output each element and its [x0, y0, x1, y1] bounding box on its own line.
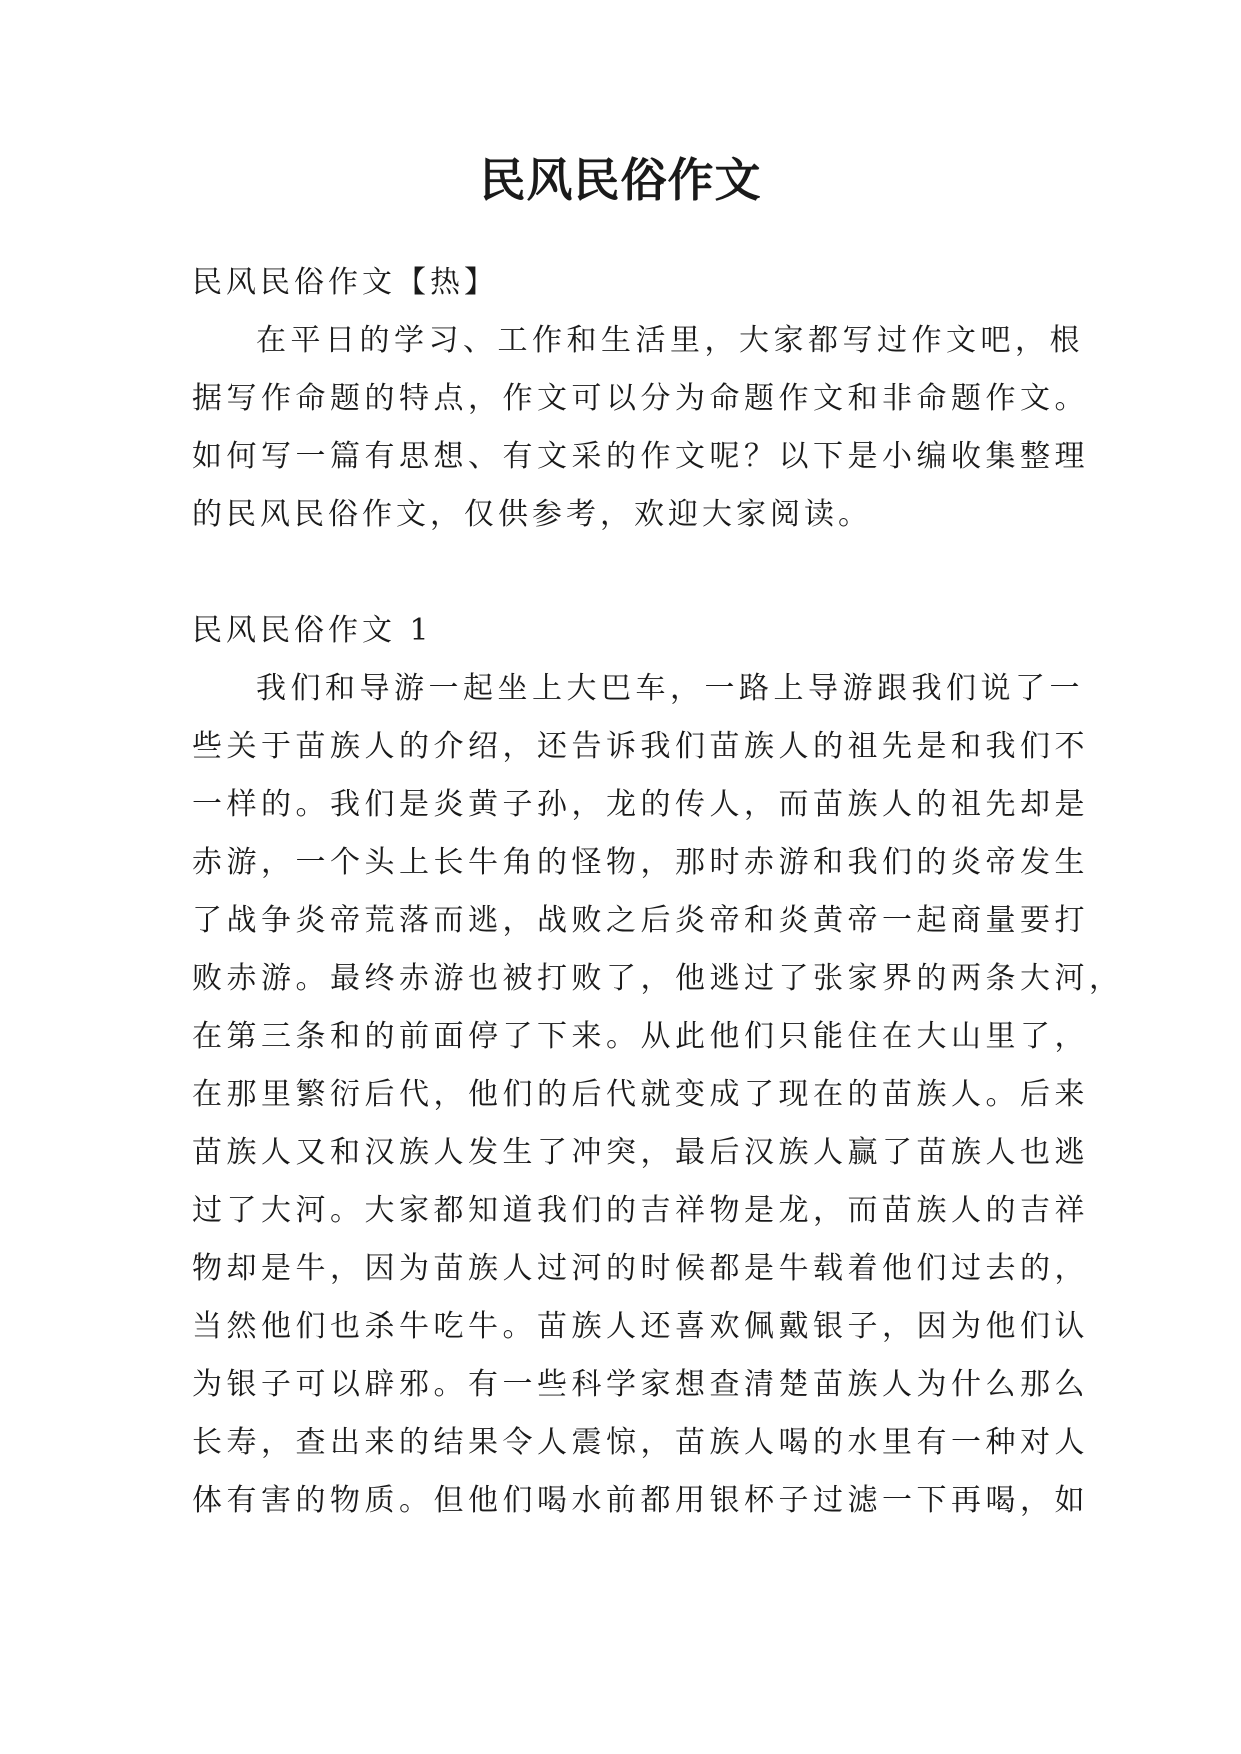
essay1-line: 长寿，查出来的结果令人震惊，苗族人喝的水里有一种对人	[192, 1425, 1089, 1460]
essay1-line: 一样的。我们是炎黄子孙，龙的传人，而苗族人的祖先却是	[192, 787, 1089, 822]
document-body	[192, 254, 1124, 1530]
essay1-line: 些关于苗族人的介绍，还告诉我们苗族人的祖先是和我们不	[192, 729, 1089, 764]
essay1-line: 败赤游。最终赤游也被打败了，他逃过了张家界的两条大河，	[192, 961, 1124, 996]
paragraph-gap	[192, 544, 1062, 602]
essay1-line: 在第三条和的前面停了下来。从此他们只能住在大山里了，	[192, 1019, 1089, 1054]
essay1-line: 当然他们也杀牛吃牛。苗族人还喜欢佩戴银子，因为他们认	[192, 1309, 1089, 1344]
essay1-line: 为银子可以辟邪。有一些科学家想查清楚苗族人为什么那么	[192, 1367, 1089, 1402]
essay1-line: 了战争炎帝荒落而逃，战败之后炎帝和炎黄帝一起商量要打	[192, 903, 1089, 938]
essay1-line: 体有害的物质。但他们喝水前都用银杯子过滤一下再喝，如	[192, 1483, 1089, 1518]
intro-line: 如何写一篇有思想、有文采的作文呢？以下是小编收集整理	[192, 439, 1089, 474]
essay1-line: 苗族人又和汉族人发生了冲突，最后汉族人赢了苗族人也逃	[192, 1135, 1089, 1170]
essay1-line: 赤游，一个头上长牛角的怪物，那时赤游和我们的炎帝发生	[192, 845, 1089, 880]
document-title: 民风民俗作文	[479, 153, 762, 207]
intro-line: 据写作命题的特点，作文可以分为命题作文和非命题作文。	[192, 381, 1089, 416]
essay1-line: 我们和导游一起坐上大巴车，一路上导游跟我们说了一	[256, 671, 1084, 706]
essay1-line: 物却是牛，因为苗族人过河的时候都是牛载着他们过去的，	[192, 1251, 1089, 1286]
intro-line: 在平日的学习、工作和生活里，大家都写过作文吧，根	[256, 323, 1084, 358]
intro-line: 的民风民俗作文，仅供参考，欢迎大家阅读。	[192, 497, 872, 532]
essay1-line: 过了大河。大家都知道我们的吉祥物是龙，而苗族人的吉祥	[192, 1193, 1089, 1228]
intro-heading: 民风民俗作文【热】	[192, 265, 498, 300]
essay1-heading: 民风民俗作文 1	[192, 613, 433, 648]
essay1-line: 在那里繁衍后代，他们的后代就变成了现在的苗族人。后来	[192, 1077, 1089, 1112]
